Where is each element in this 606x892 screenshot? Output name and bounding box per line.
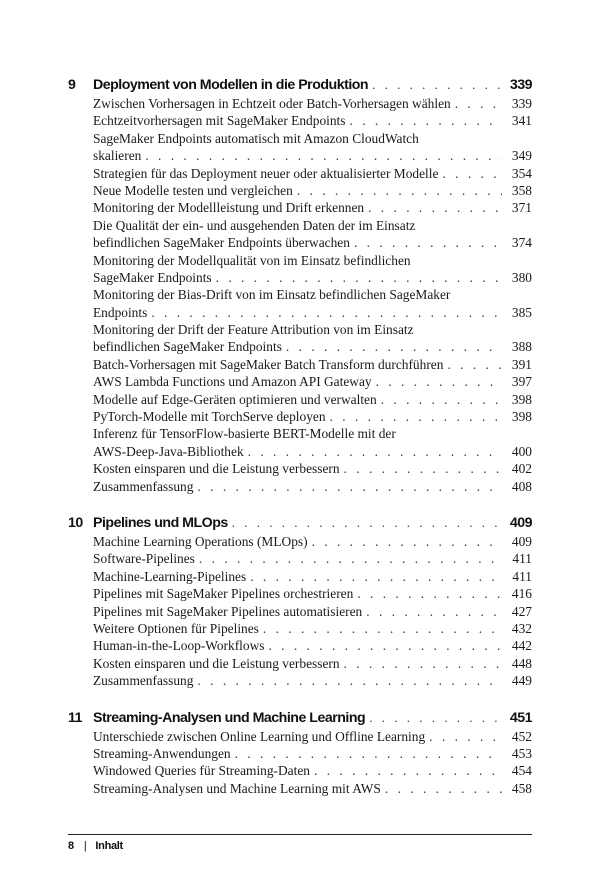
dot-leader	[330, 408, 502, 425]
toc-chapter	[68, 512, 532, 690]
dot-leader	[197, 672, 502, 689]
dot-leader	[350, 112, 503, 129]
chapter-entries	[93, 728, 532, 798]
toc-entry	[93, 130, 532, 165]
entry-title: Echtzeitvorhersagen mit SageMaker Endpoints	[93, 113, 346, 129]
footer-page-number: 8	[68, 840, 74, 852]
toc-entry	[93, 286, 532, 321]
chapter-entries	[93, 95, 532, 495]
entry-page-number: 453	[511, 745, 532, 761]
toc-entry	[93, 637, 532, 654]
entry-page-number: 398	[511, 409, 532, 425]
entry-title: Unterschiede zwischen Online Learning und Offline Learning	[93, 728, 426, 744]
toc-entry	[93, 603, 532, 620]
toc-entry	[93, 728, 532, 745]
entry-title: Human-in-the-Loop-Workflows	[93, 638, 265, 654]
entry-title: Windowed Queries für Streaming-Daten	[93, 763, 310, 779]
entry-page-number: 397	[511, 374, 532, 390]
toc-entry	[93, 568, 532, 585]
dot-leader	[442, 165, 502, 182]
toc-entry	[93, 321, 532, 356]
dot-leader	[376, 373, 502, 390]
dot-leader	[385, 780, 502, 797]
toc-chapter	[68, 74, 532, 495]
dot-leader	[197, 478, 502, 495]
entry-title: Kosten einsparen und die Leistung verbessern	[93, 655, 340, 671]
toc-entry	[93, 533, 532, 550]
entry-title: SageMaker Endpoints automatisch mit Amazon CloudWatch	[93, 130, 419, 146]
toc-entry	[93, 199, 532, 216]
footer-section: Inhalt	[95, 840, 123, 852]
entry-title: Machine-Learning-Pipelines	[93, 568, 247, 584]
toc-entry	[93, 408, 532, 425]
entry-page-number: 411	[512, 568, 532, 584]
toc-entry	[93, 217, 532, 252]
entry-page-number: 400	[511, 443, 532, 459]
chapter-number: 9	[68, 77, 76, 93]
chapter-number: 10	[68, 514, 83, 531]
chapter-heading	[68, 707, 532, 728]
dot-leader	[263, 620, 502, 637]
toc-entry	[93, 356, 532, 373]
dot-leader	[232, 512, 502, 533]
toc-entry	[93, 165, 532, 182]
entry-title: AWS-Deep-Java-Bibliothek	[93, 443, 244, 459]
dot-leader	[366, 603, 502, 620]
dot-leader	[344, 460, 502, 477]
toc-entry	[93, 780, 532, 797]
entry-page-number: 454	[511, 763, 532, 779]
entry-title: Endpoints	[93, 304, 148, 320]
dot-leader	[357, 585, 502, 602]
entry-title: Pipelines mit SageMaker Pipelines orchestrieren	[93, 586, 354, 602]
entry-title: Monitoring der Modellleistung und Drift erkennen	[93, 200, 365, 216]
dot-leader	[250, 568, 502, 585]
toc-entry	[93, 252, 532, 287]
entry-page-number: 371	[511, 200, 532, 216]
dot-leader	[455, 95, 502, 112]
entry-title: Monitoring der Drift der Feature Attribution von im Einsatz	[93, 322, 414, 338]
dot-leader	[286, 338, 502, 355]
toc-entry	[93, 95, 532, 112]
entry-title: Batch-Vorhersagen mit SageMaker Batch Transform durchführen	[93, 356, 444, 372]
entry-page-number: 380	[511, 269, 532, 285]
entry-title: Strategien für das Deployment neuer oder aktualisierter Modelle	[93, 165, 439, 181]
entry-page-number: 402	[511, 461, 532, 477]
entry-page-number: 449	[511, 673, 532, 689]
dot-leader	[268, 637, 502, 654]
entry-title: Weitere Optionen für Pipelines	[93, 620, 259, 636]
entry-title: Pipelines mit SageMaker Pipelines automatisieren	[93, 603, 363, 619]
entry-title: Monitoring der Modellqualität von im Einsatz befindlichen	[93, 252, 411, 268]
dot-leader	[199, 550, 502, 567]
entry-page-number: 416	[511, 586, 532, 602]
entry-title: skalieren	[93, 148, 142, 164]
dot-leader	[368, 199, 502, 216]
chapter-entries	[93, 533, 532, 690]
entry-page-number: 398	[511, 391, 532, 407]
entry-title: befindlichen SageMaker Endpoints überwachen	[93, 235, 350, 251]
entry-page-number: 442	[511, 638, 532, 654]
toc-entry	[93, 425, 532, 460]
dot-leader	[381, 391, 502, 408]
toc-entry	[93, 550, 532, 567]
chapter-title: Streaming-Analysen und Machine Learning	[93, 709, 366, 726]
dot-leader	[312, 533, 502, 550]
chapter-title: Deployment von Modellen in die Produktion	[93, 77, 369, 93]
entry-title: befindlichen SageMaker Endpoints	[93, 339, 282, 355]
footer-separator: |	[83, 840, 87, 852]
dot-leader	[297, 182, 502, 199]
dot-leader	[429, 728, 502, 745]
dot-leader	[314, 762, 502, 779]
dot-leader	[235, 745, 502, 762]
entry-title: AWS Lambda Functions und Amazon API Gateway	[93, 374, 372, 390]
entry-title: Streaming-Analysen und Machine Learning mit AWS	[93, 780, 381, 796]
dot-leader	[447, 356, 502, 373]
entry-title: Zusammenfassung	[93, 673, 194, 689]
toc-entry	[93, 460, 532, 477]
toc-entry	[93, 391, 532, 408]
toc-entry	[93, 762, 532, 779]
entry-title: Zusammenfassung	[93, 478, 194, 494]
toc-entry	[93, 182, 532, 199]
entry-page-number: 458	[511, 780, 532, 796]
toc-entry	[93, 112, 532, 129]
entry-title: Zwischen Vorhersagen in Echtzeit oder Batch-Vorhersagen wählen	[93, 96, 451, 111]
chapter-page-number: 409	[509, 514, 532, 531]
entry-page-number: 385	[511, 304, 532, 320]
entry-title: Kosten einsparen und die Leistung verbessern	[93, 461, 340, 477]
entry-page-number: 339	[511, 96, 532, 111]
page-footer	[68, 840, 123, 852]
entry-title: PyTorch-Modelle mit TorchServe deployen	[93, 409, 326, 425]
entry-page-number: 358	[511, 182, 532, 198]
entry-title: Streaming-Anwendungen	[93, 745, 231, 761]
entry-page-number: 452	[511, 728, 532, 744]
footer-rule	[68, 834, 532, 835]
entry-page-number: 448	[511, 655, 532, 671]
dot-leader	[372, 74, 502, 95]
entry-title: Monitoring der Bias-Drift von im Einsatz befindlichen SageMaker	[93, 287, 451, 303]
entry-title: Machine Learning Operations (MLOps)	[93, 533, 308, 549]
dot-leader	[248, 443, 502, 460]
toc-entry	[93, 373, 532, 390]
toc-chapter	[68, 707, 532, 798]
entry-title: Die Qualität der ein- und ausgehenden Daten der im Einsatz	[93, 217, 416, 233]
chapter-title: Pipelines und MLOps	[93, 514, 228, 531]
toc-entry	[93, 672, 532, 689]
dot-leader	[216, 269, 502, 286]
chapter-heading	[68, 512, 532, 533]
table-of-contents	[68, 74, 532, 797]
entry-page-number: 374	[511, 235, 532, 251]
chapter-number: 11	[68, 709, 82, 726]
entry-page-number: 427	[511, 603, 532, 619]
chapter-page-number: 451	[509, 709, 532, 726]
toc-entry	[93, 745, 532, 762]
entry-title: Software-Pipelines	[93, 551, 195, 567]
toc-entry	[93, 620, 532, 637]
chapter-page-number: 339	[509, 77, 532, 93]
chapter-heading	[68, 74, 532, 95]
entry-title: SageMaker Endpoints	[93, 269, 212, 285]
entry-page-number: 432	[511, 620, 532, 636]
entry-page-number: 411	[512, 551, 532, 567]
dot-leader	[151, 304, 502, 321]
entry-page-number: 408	[511, 478, 532, 494]
toc-entry	[93, 655, 532, 672]
entry-title: Inferenz für TensorFlow-basierte BERT-Modelle mit der	[93, 426, 396, 442]
dot-leader	[344, 655, 502, 672]
toc-entry	[93, 585, 532, 602]
toc-entry	[93, 478, 532, 495]
entry-page-number: 349	[511, 148, 532, 164]
entry-page-number: 388	[511, 339, 532, 355]
entry-page-number: 341	[511, 113, 532, 129]
dot-leader	[369, 707, 502, 728]
dot-leader	[354, 234, 502, 251]
entry-title: Neue Modelle testen und vergleichen	[93, 182, 293, 198]
dot-leader	[145, 147, 502, 164]
entry-page-number: 409	[511, 533, 532, 549]
entry-page-number: 391	[511, 356, 532, 372]
entry-page-number: 354	[511, 165, 532, 181]
entry-title: Modelle auf Edge-Geräten optimieren und verwalten	[93, 391, 377, 407]
